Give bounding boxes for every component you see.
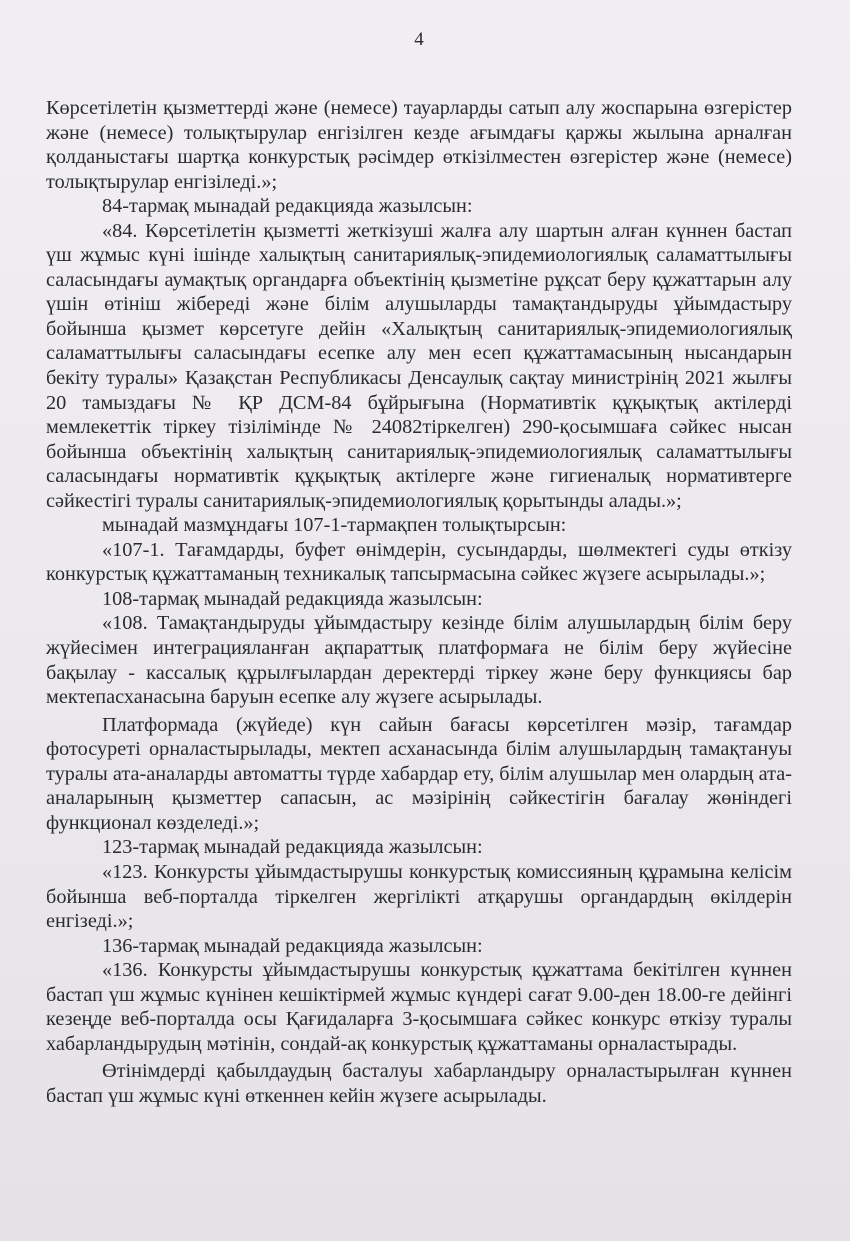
paragraph-amendment-107-1-heading: мынадай мазмұндағы 107-1-тармақпен толықтырсын: [102, 514, 567, 537]
paragraph-clause-84: «84. Көрсетілетін қызметті жеткізуші жалға алу шартын алған күннен бастап үш жұмыс күні ішінде халықтың санитариялық-эпидемиологиялық саламаттылығы саласындағы аумақтық органдарға объектінің қызметіне рұқсат беру құжаттарын алу үшін өтініш жібереді және білім алушыларды тамақтандыруды ұйымдастыру бойынша қызмет көрсетуге дейін «Халықтың санитариялық-эпидемиологиялық саламаттылығы саласындағы есепке алу мен есеп құжаттамасының нысандарын бекіту туралы» Қазақстан Республикасы Денсаулық сақтау министрінің 2021 жылғы 20 тамыздағы № ҚР ДСМ-84 бұйрығына (Нормативтік құқықтық актілерді мемлекеттік тіркеу тізілімінде № 24082тіркелген) 290-қосымшаға сәйкес нысан бойынша объектінің халықтың санитариялық-эпидемиологиялық саламаттылығы саласындағы нормативтік құқықтық актілерге және гигиеналық нормативтерге сәйкестігі туралы санитариялық-эпидемиологиялық қорытынды алады.»; [46, 219, 792, 512]
paragraph-continuation: Көрсетілетін қызметтерді және (немесе) тауарларды сатып алу жоспарына өзгерістер және (немесе) толықтырулар енгізілген кезде ағымдағы қаржы жылына арналған қолданыстағы шартқа конкурстық рәсімдер өткізілместен өзгерістер және (немесе) толықтырулар енгізіледі.»; [46, 97, 792, 193]
paragraph-clause-123: «123. Конкурсты ұйымдастырушы конкурстық комиссияның құрамына келісім бойынша веб-порталда тіркелген жергілікті атқарушы органдардың өкілдерін енгізеді.»; [46, 860, 792, 933]
paragraph-clause-108: «108. Тамақтандыруды ұйымдастыру кезінде білім алушылардың білім беру жүйесімен интеграцияланған ақпараттық платформаға не білім беру жүйесіне бақылау - кассалық құрылғылардан деректерді тіркеу және беру функциясы бар мектепасханасына баруын есепке алу жүзеге асырылады. [46, 612, 792, 709]
paragraph-clause-108-platform: Платформада (жүйеде) күн сайын бағасы көрсетілген мәзір, тағамдар фотосуреті орналастырылады, мектеп асханасында білім алушылардың тамақтануы туралы ата-аналарды автоматты түрде хабардар ету, білім алушылар мен олардың ата-аналарының қызметтер сапасын, ас мәзірінің сәйкестігін бағалау жөніндегі функционал көзделеді.»; [46, 713, 792, 834]
paragraph-clause-107-1: «107-1. Тағамдарды, буфет өнімдерін, сусындарды, шөлмектегі суды өткізу конкурстық құжаттаманың техникалық тапсырмасына сәйкес жүзеге асырылады.»; [46, 538, 792, 586]
paragraph-amendment-136-heading: 136-тармақ мынадай редакцияда жазылсын: [102, 934, 483, 957]
document-body [46, 96, 792, 1108]
paragraph-amendment-123-heading: 123-тармақ мынадай редакцияда жазылсын: [102, 836, 483, 859]
page-number: 4 [414, 29, 424, 50]
paragraph-amendment-84-heading: 84-тармақ мынадай редакцияда жазылсын: [102, 195, 473, 218]
paragraph-amendment-108-heading: 108-тармақ мынадай редакцияда жазылсын: [102, 587, 483, 610]
paragraph-clause-136: «136. Конкурсты ұйымдастырушы конкурстық құжаттама бекітілген күннен бастап үш жұмыс күнінен кешіктірмей жұмыс күндері сағат 9.00-ден 18.00-ге дейінгі кезеңде веб-порталда осы Қағидаларға 3-қосымшаға сәйкес конкурс өткізу туралы хабарландырудың мәтінін, сондай-ақ конкурстық құжаттаманы орналастырады. [46, 959, 792, 1055]
paragraph-clause-136-applications: Өтінімдерді қабылдаудың басталуы хабарландыру орналастырылған күннен бастап үш жұмыс күні өткеннен кейін жүзеге асырылады. [46, 1060, 792, 1107]
